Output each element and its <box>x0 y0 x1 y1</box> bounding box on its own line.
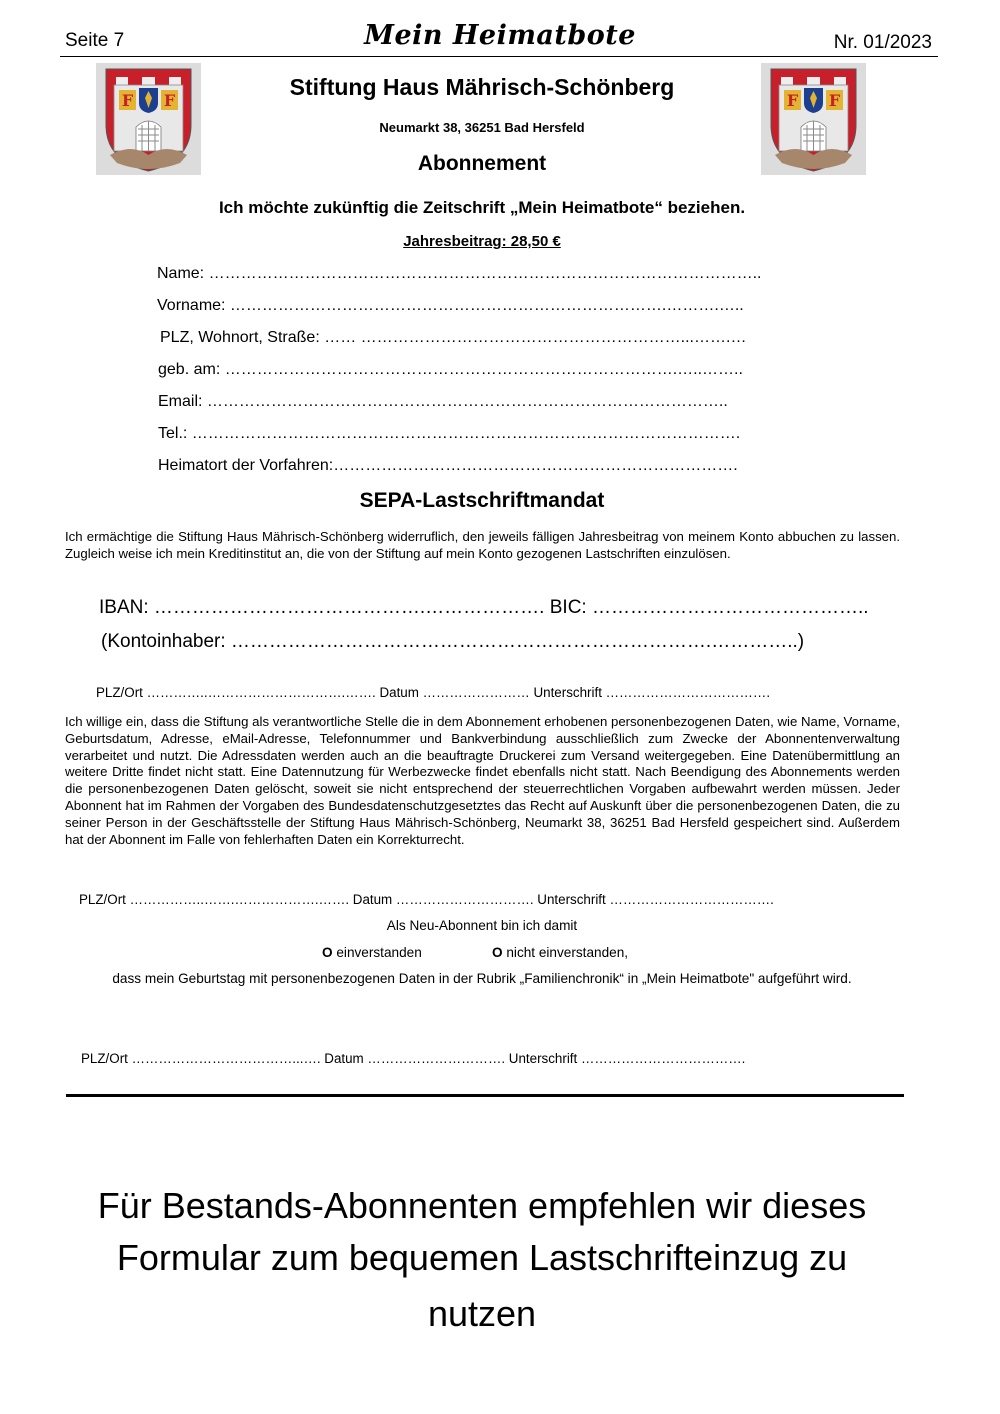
sepa-heading: SEPA-Lastschriftmandat <box>359 489 605 512</box>
option-disagree-label: nicht einverstanden, <box>506 945 629 960</box>
page-number: Seite 7 <box>65 30 125 51</box>
option-agree-label: einverstanden <box>336 945 422 960</box>
annual-fee: Jahresbeitrag: 28,50 € <box>403 233 561 250</box>
new-subscriber-intro: Als Neu-Abonnent bin ich damit <box>386 918 578 933</box>
signature-line-sepa[interactable]: PLZ/Ort …………..………………………….……. Datum …………………… Unterschrift ………………………………. <box>96 685 771 700</box>
org-address: Neumarkt 38, 36251 Bad Hersfeld <box>379 120 585 135</box>
option-disagree-checkbox[interactable]: O <box>492 945 503 960</box>
name-field[interactable]: Name: ………………………………………………………………………………………….. <box>157 265 762 282</box>
svg-text:F: F <box>786 91 799 110</box>
phone-field[interactable]: Tel.: …………………………………………………………………………………………. <box>158 425 741 442</box>
svg-text:F: F <box>828 91 841 110</box>
iban-bic-field[interactable]: IBAN: …………………………………….………………. BIC: …………………………………….. <box>99 597 869 618</box>
section-divider <box>66 1094 904 1097</box>
footer-line-3: nutzen <box>427 1293 537 1334</box>
issue-number: Nr. 01/2023 <box>833 32 932 53</box>
sepa-mandate-text: Ich ermächtige die Stiftung Haus Mährisch-Schönberg widerruflich, den jeweils fälligen Jahresbeitrag von meinem Konto abbuchen zu lassen. Zugleich weise ich mein Kreditinstitut an, die von der Stiftung auf mein Konto gezogenen Lastschriften einzulösen. <box>65 529 900 561</box>
first-name-field[interactable]: Vorname: ……………………………………………………………………….……….….. <box>157 297 744 314</box>
subscription-heading: Abonnement <box>417 152 547 175</box>
footer-line-1: Für Bestands-Abonnenten empfehlen wir dieses <box>97 1185 867 1226</box>
footer-recommendation <box>0 1180 964 1340</box>
privacy-consent-text: Ich willige ein, dass die Stiftung als verantwortliche Stelle die in dem Abonnement erhobenen personenbezogenen Daten, wie Name, Vorname, Geburtsdatum, Adresse, eMail-Adresse, Telefonnummer und Bankverbindung ausschließlich zum Zwecke der Abonnentenverwaltung verarbeitet und nutzt. Die Adressdaten werden auch an die beauftragte Druckerei zum Versand weitergegeben. Eine Datenübermittlung an weitere Dritte findet nicht statt. Eine Datennutzung für Werbezwecke findet ebenfalls nicht statt. Nach Beendigung des Abonnements werden die personenbezogenen Daten gelöscht, soweit sie nicht entsprechend der steuerrechtlichen Vorgaben aufbewahrt werden müssen. Jeder Abonnent hat im Rahmen der Vorgaben des Bundesdatenschutzgesetztes das Recht auf Auskunft über die personenbezogenen Daten, die zu seiner Person in der Geschäftsstelle der Stiftung Haus Mährisch-Schönberg, Neumarkt 38, 36251 Bad Hersfeld gespeichert sind. Außerdem hat der Abonnent im Falle von fehlerhaften Daten ein Korrekturrecht. <box>65 714 900 847</box>
birthdate-field[interactable]: geb. am: ………………………………………………………………………….…..…….. <box>158 361 743 378</box>
option-disagree[interactable] <box>492 945 628 960</box>
account-holder-field[interactable]: (Kontoinhaber: ………………………………………………………………….…………..) <box>101 631 805 652</box>
footer-line-2: Formular zum bequemen Lastschrifteinzug zu <box>116 1237 848 1278</box>
header-rule <box>60 56 938 57</box>
address-field[interactable]: PLZ, Wohnort, Straße: …… ……………………………………………………...…….… <box>160 329 747 346</box>
signature-line-birthday[interactable]: PLZ/Ort ………………………………...…. Datum …………………………. Unterschrift ………………………………. <box>81 1051 746 1066</box>
ancestral-home-field[interactable]: Heimatort der Vorfahren:…………………………………………………………………. <box>158 457 738 474</box>
svg-text:F: F <box>163 91 176 110</box>
masthead-title: Mein Heimatbote <box>364 20 636 51</box>
email-field[interactable]: Email: …………………………………………………………………………………….. <box>158 393 728 410</box>
birthday-consent-text: dass mein Geburtstag mit personenbezogenen Daten in der Rubrik „Familienchronik“ in „Mein Heimatbote" aufgeführt wird. <box>112 971 852 986</box>
org-title: Stiftung Haus Mährisch-Schönberg <box>289 74 675 100</box>
svg-text:F: F <box>121 91 134 110</box>
option-agree-checkbox[interactable]: O <box>322 945 333 960</box>
signature-line-privacy[interactable]: PLZ/Ort ……………..…….……………….……. Datum …………………………. Unterschrift ………………………………. <box>79 892 774 907</box>
subscription-statement: Ich möchte zukünftig die Zeitschrift „Mein Heimatbote“ beziehen. <box>218 198 746 217</box>
option-agree[interactable] <box>322 945 422 960</box>
